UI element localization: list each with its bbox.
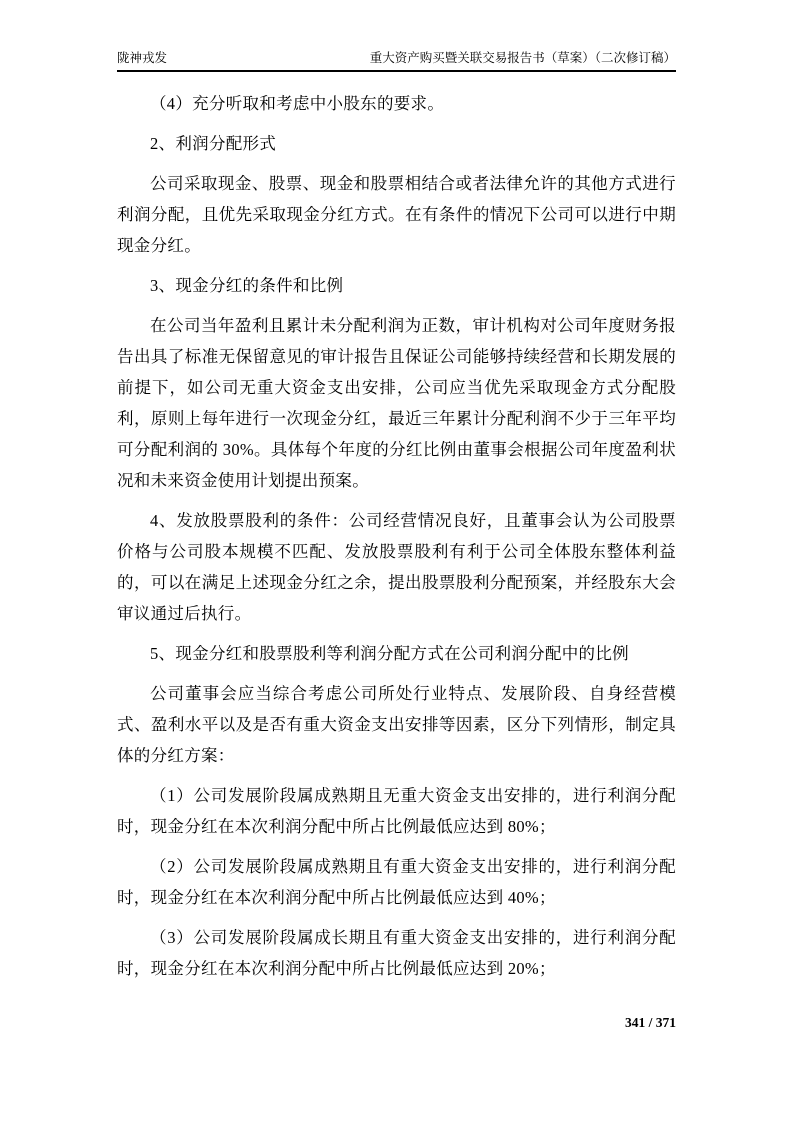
- heading-3-cash-dividend-conditions: 3、现金分红的条件和比例: [150, 276, 344, 295]
- document-body: [117, 88, 676, 993]
- paragraph-4-stock-dividend-conditions: 4、发放股票股利的条件：公司经营情况良好，且董事会认为公司股票价格与公司股本规模不匹配、发放股票股利有利于公司全体股东整体利益的，可以在满足上述现金分红之余，提出股票股利分配预案，并经股东大会审议通过后执行。: [117, 511, 676, 623]
- paragraph-case-3-growth-with-expenditure-20pct: （3）公司发展阶段属成长期且有重大资金支出安排的，进行利润分配时，现金分红在本次利润分配中所占比例最低应达到 20%；: [117, 928, 676, 978]
- page-number: 341 / 371: [624, 1015, 676, 1030]
- paragraph-board-considerations: 公司董事会应当综合考虑公司所处行业特点、发展阶段、自身经营模式、盈利水平以及是否有重大资金支出安排等因素，区分下列情形，制定具体的分红方案：: [117, 684, 676, 765]
- paragraph-item-4-minority-shareholders: （4）充分听取和考虑中小股东的要求。: [150, 94, 445, 113]
- header-company-name: 陇神戎发: [117, 51, 168, 65]
- heading-5-dividend-ratio: 5、现金分红和股票股利等利润分配方式在公司利润分配中的比例: [150, 644, 629, 663]
- paragraph-cash-dividend-conditions: 在公司当年盈利且累计未分配利润为正数，审计机构对公司年度财务报告出具了标准无保留意见的审计报告且保证公司能够持续经营和长期发展的前提下，如公司无重大资金支出安排，公司应当优先采取现金方式分配股利，原则上每年进行一次现金分红，最近三年累计分配利润不少于三年平均可分配利润的 30%。具体每个年度的分红比例由董事会根据公司年度盈利状况和未来资金使用计划提出预案。: [117, 316, 676, 490]
- paragraph-distribution-methods: 公司采取现金、股票、现金和股票相结合或者法律允许的其他方式进行利润分配，且优先采取现金分红方式。在有条件的情况下公司可以进行中期现金分红。: [117, 174, 676, 255]
- paragraph-case-1-mature-no-expenditure-80pct: （1）公司发展阶段属成熟期且无重大资金支出安排的，进行利润分配时，现金分红在本次利润分配中所占比例最低应达到 80%；: [117, 786, 676, 836]
- header-document-title: 重大资产购买暨关联交易报告书（草案）（二次修订稿）: [369, 51, 676, 65]
- paragraph-case-2-mature-with-expenditure-40pct: （2）公司发展阶段属成熟期且有重大资金支出安排的，进行利润分配时，现金分红在本次利润分配中所占比例最低应达到 40%；: [117, 857, 676, 907]
- page-footer: [117, 1014, 676, 1032]
- page-header: [117, 50, 676, 72]
- heading-2-profit-distribution-form: 2、利润分配形式: [150, 134, 277, 153]
